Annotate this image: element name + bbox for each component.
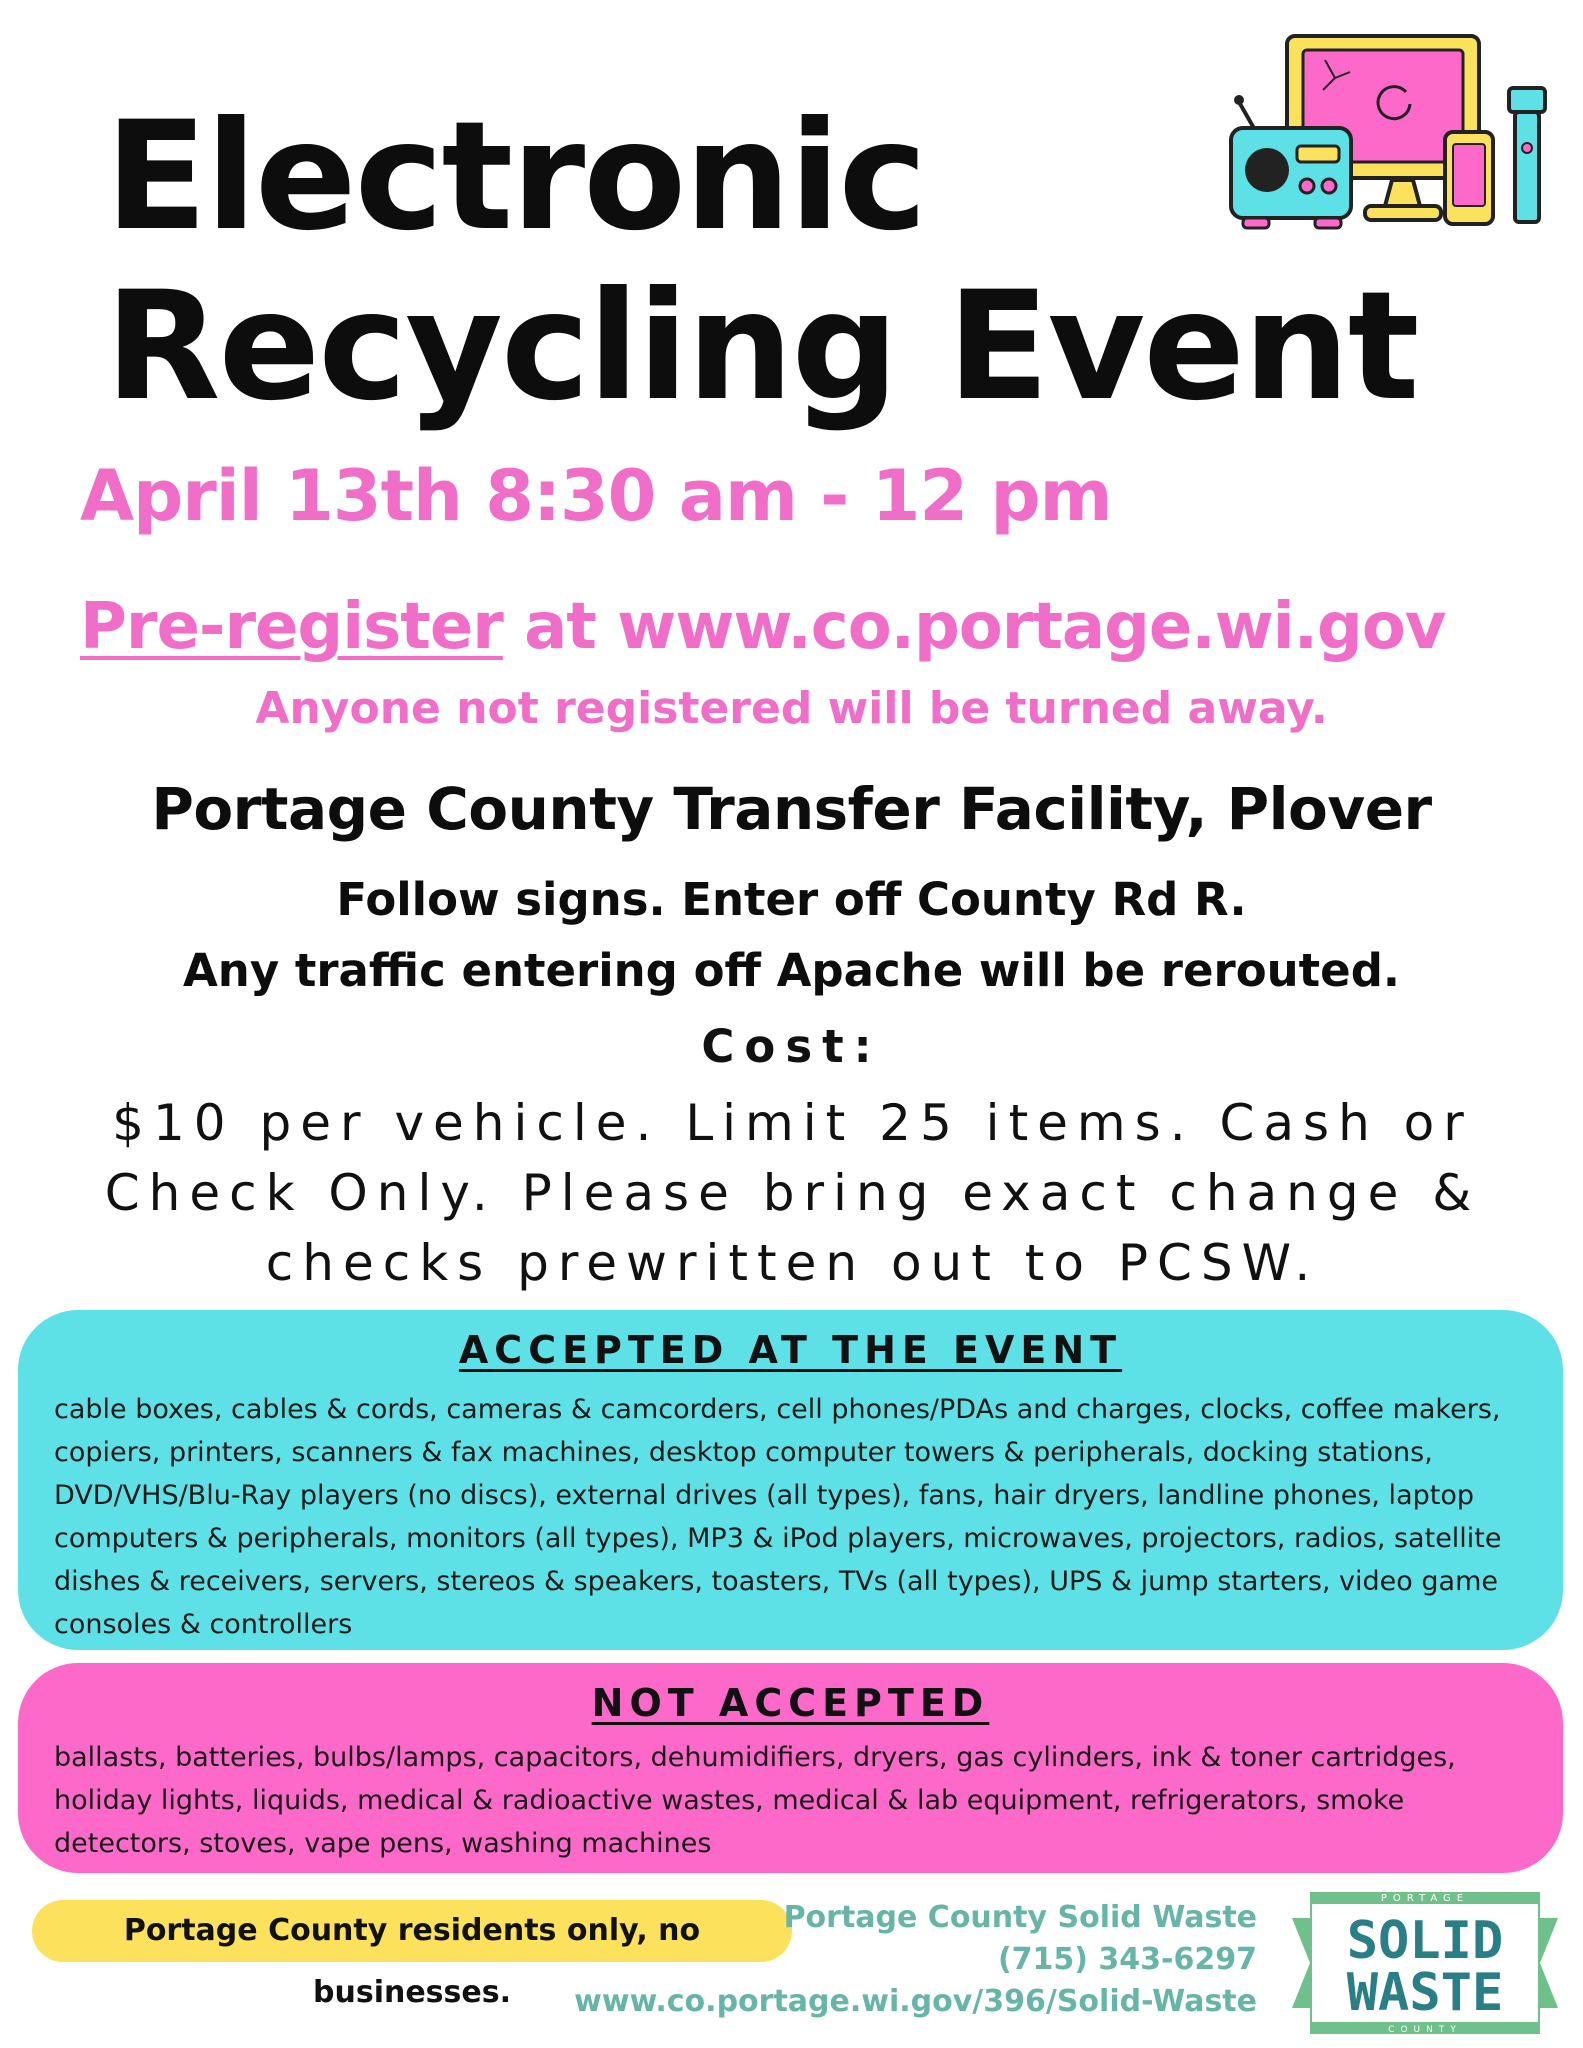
electronics-illustration (1225, 30, 1555, 245)
title-line-2: Recycling Event (105, 260, 1418, 434)
logo-top-text: PORTAGE (1380, 1893, 1470, 1904)
registration-warning: Anyone not registered will be turned away. (255, 683, 1328, 734)
directions-line-1: Follow signs. Enter off County Rd R. (336, 873, 1247, 926)
contact-phone[interactable]: (715) 343-6297 (997, 1942, 1257, 1977)
not-accepted-items-list: ballasts, batteries, bulbs/lamps, capacitors, dehumidifiers, dryers, gas cylinders, ink & toner cartridges, holiday lights, liquids, medical & radioactive wastes, medical & lab equipment, refrigerators, smoke detectors, stoves, vape pens, washing machines (54, 1742, 1456, 1859)
cost-details: $10 per vehicle. Limit 25 items. Cash or Check Only. Please bring exact change & checks prewritten out to PCSW. (104, 1094, 1481, 1292)
title-line-1: Electronic (105, 90, 926, 264)
accepted-items-panel (18, 1310, 1563, 1650)
contact-org: Portage County Solid Waste (783, 1900, 1257, 1935)
residents-only-note: Portage County residents only, no businesses. (32, 1900, 792, 1962)
accepted-items-list: cable boxes, cables & cords, cameras & camcorders, cell phones/PDAs and charges, clocks, coffee makers, copiers, printers, scanners & fax machines, desktop computer towers & peripherals, docking stations, DVD/VHS/Blu-Ray players (no discs), external drives (all types), fans, hair dryers, landline phones, laptop computers & peripherals, monitors (all types), MP3 & iPod players, microwaves, projectors, radios, satellite dishes & receivers, servers, stereos & speakers, toasters, TVs (all types), UPS & jump starters, video game consoles & controllers (54, 1394, 1502, 1640)
logo-bottom-text: COUNTY (1388, 2025, 1462, 2035)
solid-waste-logo (1290, 1888, 1560, 2038)
accepted-heading: ACCEPTED AT THE EVENT (458, 1328, 1123, 1372)
contact-url[interactable]: www.co.portage.wi.gov/396/Solid-Waste (574, 1984, 1257, 2019)
preregister-url: at www.co.portage.wi.gov (502, 590, 1446, 664)
preregister-link[interactable]: Pre-register (80, 590, 503, 664)
cost-label: Cost: (701, 1020, 882, 1073)
event-title (105, 92, 1418, 432)
logo-line-1: SOLID (1346, 1911, 1504, 1971)
directions-line-2: Any traffic entering off Apache will be rerouted. (182, 944, 1401, 997)
not-accepted-heading: NOT ACCEPTED (591, 1681, 990, 1725)
logo-line-2: WASTE (1346, 1963, 1504, 2023)
event-date-time: April 13th 8:30 am - 12 pm (80, 455, 1112, 537)
not-accepted-items-panel (18, 1663, 1563, 1873)
event-location: Portage County Transfer Facility, Plover (151, 775, 1432, 843)
contact-info (574, 1897, 1257, 2023)
preregister-line (80, 590, 1446, 664)
